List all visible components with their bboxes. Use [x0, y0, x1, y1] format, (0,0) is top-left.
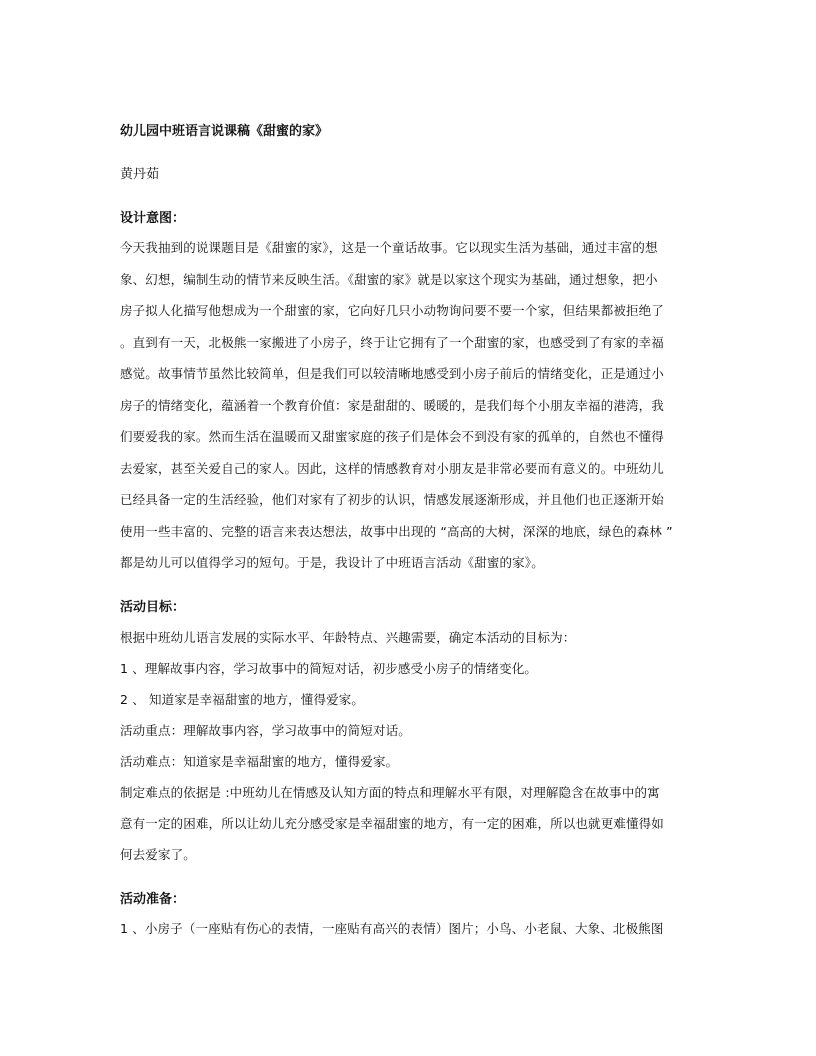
paragraph-line: 今天我抽到的说课题目是《甜蜜的家》，这是一个童话故事。它以现实生活为基础，通过丰富的想 — [120, 240, 658, 255]
paragraph-line: 活动重点：理解故事内容，学习故事中的简短对话。 — [120, 723, 411, 738]
section-heading-preparation: 活动准备： — [120, 892, 186, 907]
document-title: 幼儿园中班语言说课稿《甜蜜的家》 — [120, 124, 329, 139]
list-item: 1 、小房子（一座贴有伤心的表情，一座贴有高兴的表情）图片；小鸟、小老鼠、大象、北极熊图 — [120, 921, 664, 936]
paragraph-line: 房子的情绪变化，蕴涵着一个教育价值：家是甜甜的、暖暖的，是我们每个小朋友幸福的港湾，我 — [120, 398, 664, 413]
paragraph-line: 制定难点的依据是 :中班幼儿在情感及认知方面的特点和理解水平有限，对理解隐含在故事中的寓 — [120, 785, 660, 800]
paragraph-line: 感觉。故事情节虽然比较简单，但是我们可以较清晰地感受到小房子前后的情绪变化，正是通过小 — [120, 366, 664, 381]
paragraph-line: 。直到有一天，北极熊一家搬进了小房子，终于让它拥有了一个甜蜜的家，也感受到了有家的幸福 — [120, 335, 664, 350]
list-item: 2 、 知道家是幸福甜蜜的地方，懂得爱家。 — [120, 692, 365, 707]
paragraph-line: 已经具备一定的生活经验，他们对家有了初步的认识，情感发展逐渐形成，并且他们也正逐渐开始 — [120, 492, 664, 507]
paragraph-line: 根据中班幼儿语言发展的实际水平、年龄特点、兴趣需要，确定本活动的目标为： — [120, 630, 576, 645]
paragraph-line: 们要爱我的家。然而生活在温暖而又甜蜜家庭的孩子们是体会不到没有家的孤单的，自然也不懂得 — [120, 429, 664, 444]
document-author: 黄丹茹 — [120, 167, 160, 182]
paragraph-line: 何去爱家了。 — [120, 847, 196, 862]
section-heading-goals: 活动目标： — [120, 600, 186, 615]
paragraph-line: 活动难点：知道家是幸福甜蜜的地方，懂得爱家。 — [120, 754, 399, 769]
paragraph-line: 去爱家，甚至关爱自己的家人。因此，这样的情感教育对小朋友是非常必要而有意义的。中班幼儿 — [120, 461, 664, 476]
paragraph-line: 象、幻想，编制生动的情节来反映生活。《甜蜜的家》就是以家这个现实为基础，通过想象，把小 — [120, 272, 658, 287]
paragraph-line: 使用一些丰富的、完整的语言来表达想法，故事中出现的 “高高的大树，深深的地底，绿色的森林 ” — [120, 524, 673, 539]
paragraph-line: 意有一定的困难，所以让幼儿充分感受家是幸福甜蜜的地方，有一定的困难，所以也就更难懂得如 — [120, 816, 664, 831]
paragraph-line: 房子拟人化描写他想成为一个甜蜜的家，它向好几只小动物询问要不要一个家，但结果都被拒绝了 — [120, 303, 664, 318]
paragraph-line: 都是幼儿可以值得学习的短句。于是，我设计了中班语言活动《甜蜜的家》。 — [120, 555, 544, 570]
list-item: 1 、理解故事内容，学习故事中的简短对话，初步感受小房子的情绪变化。 — [120, 661, 538, 676]
section-heading-design-intent: 设计意图： — [120, 211, 186, 226]
